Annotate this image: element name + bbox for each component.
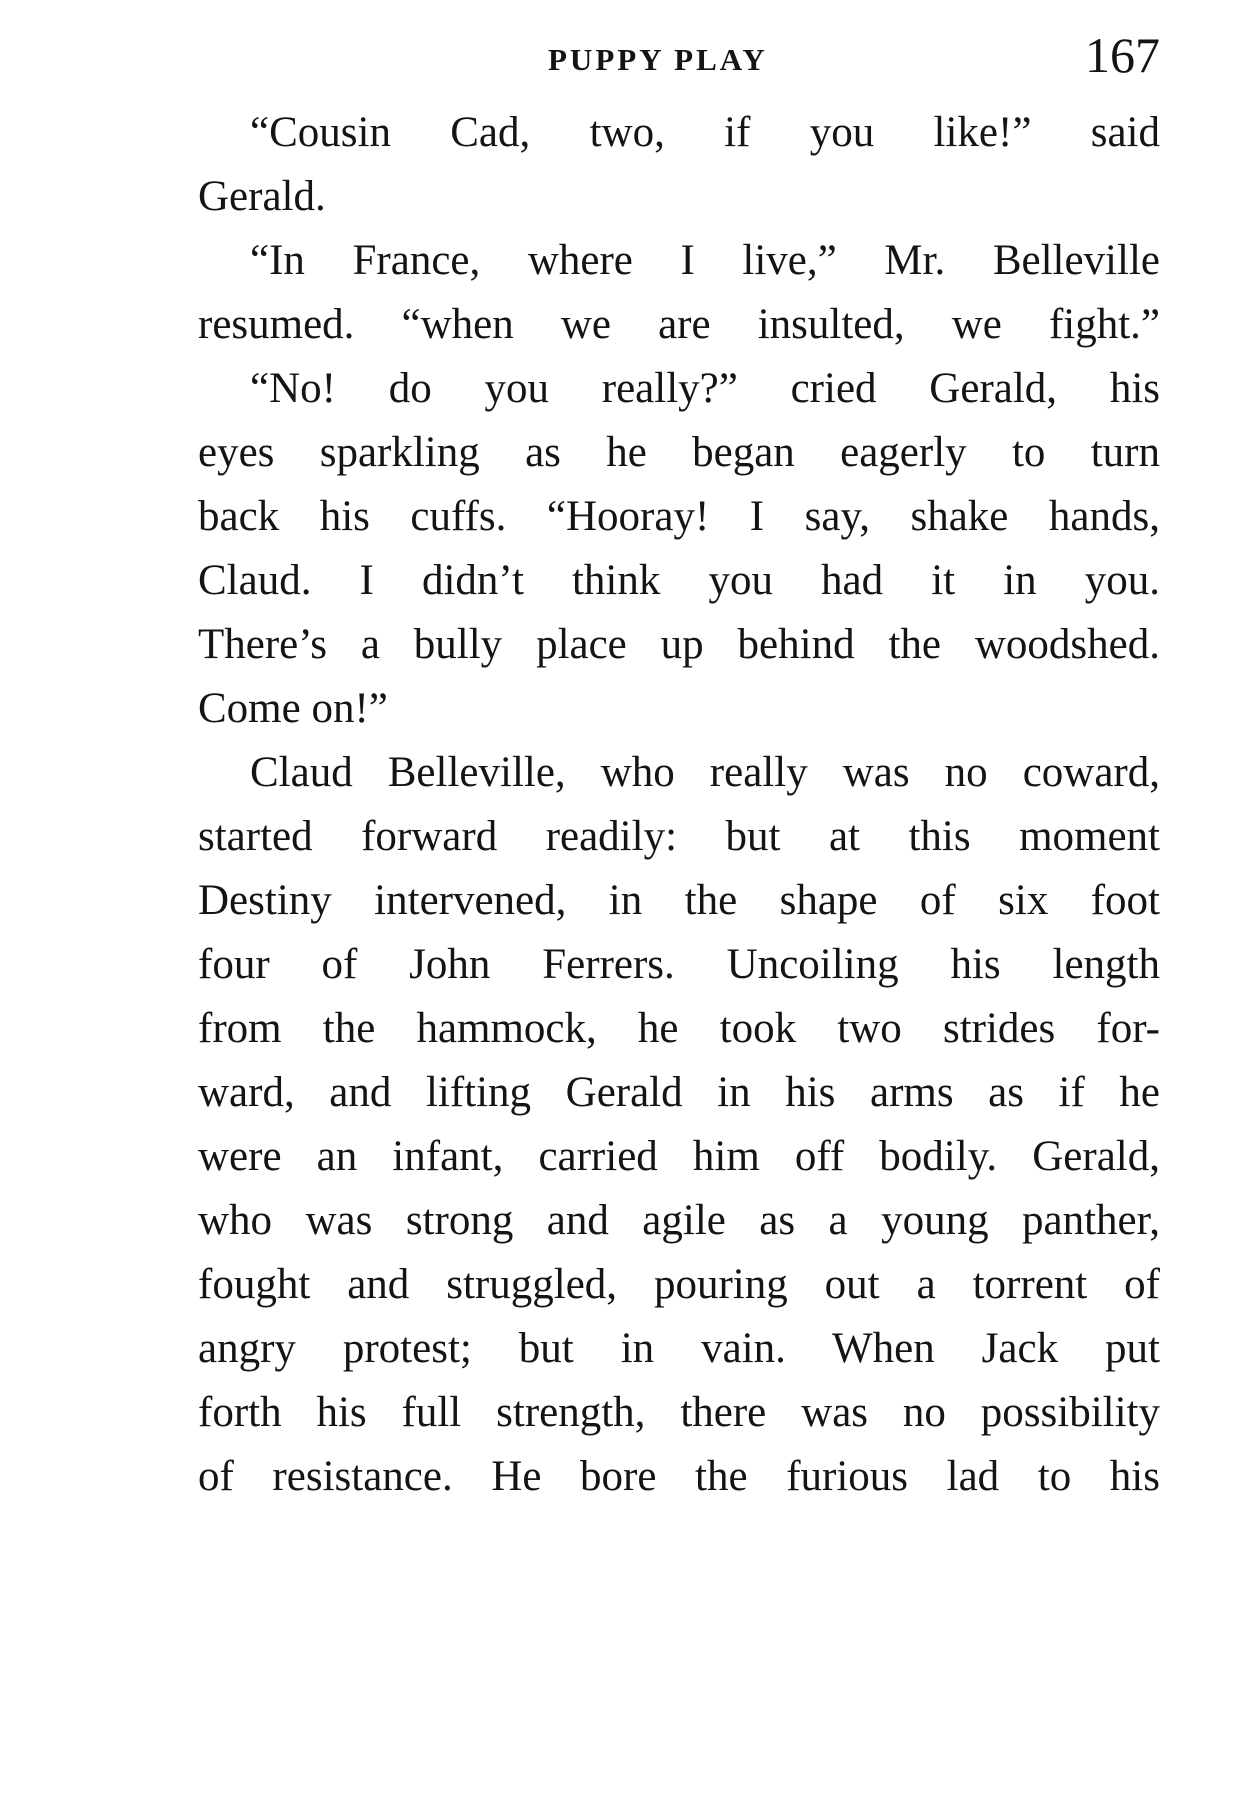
text-line: angry protest; but in vain. When Jack put [198,1325,1160,1372]
page-number: 167 [1085,27,1160,83]
text-line: eyes sparkling as he began eagerly to turn [198,429,1160,476]
text-line: resumed. “when we are insulted, we fight.” [198,301,1160,348]
text-line: from the hammock, he took two strides for- [198,1005,1160,1052]
text-line: Claud Belleville, who really was no coward, [250,749,1160,796]
text-line: Gerald. [198,173,326,220]
text-line: forth his full strength, there was no possibility [198,1389,1160,1436]
text-line: started forward readily: but at this moment [198,813,1160,860]
text-line: “Cousin Cad, two, if you like!” said [250,109,1160,156]
text-line: “No! do you really?” cried Gerald, his [250,365,1160,412]
text-line: There’s a bully place up behind the woodshed. [198,621,1160,668]
text-line: back his cuffs. “Hooray! I say, shake hands, [198,493,1160,540]
text-line: of resistance. He bore the furious lad to his [198,1453,1160,1500]
text-line: who was strong and agile as a young panther, [198,1197,1160,1244]
text-line: ward, and lifting Gerald in his arms as if he [198,1069,1160,1116]
running-head: PUPPY PLAY [548,42,768,77]
page-header [198,27,1160,90]
text-line: fought and struggled, pouring out a torrent of [198,1261,1160,1308]
text-line: “In France, where I live,” Mr. Belleville [250,237,1160,284]
text-line: four of John Ferrers. Uncoiling his length [198,941,1160,988]
book-page [198,0,1160,1807]
text-line: were an infant, carried him off bodily. Gerald, [198,1133,1160,1180]
text-line: Claud. I didn’t think you had it in you. [198,557,1160,604]
text-line: Come on!” [198,685,388,732]
text-line: Destiny intervened, in the shape of six foot [198,877,1160,924]
